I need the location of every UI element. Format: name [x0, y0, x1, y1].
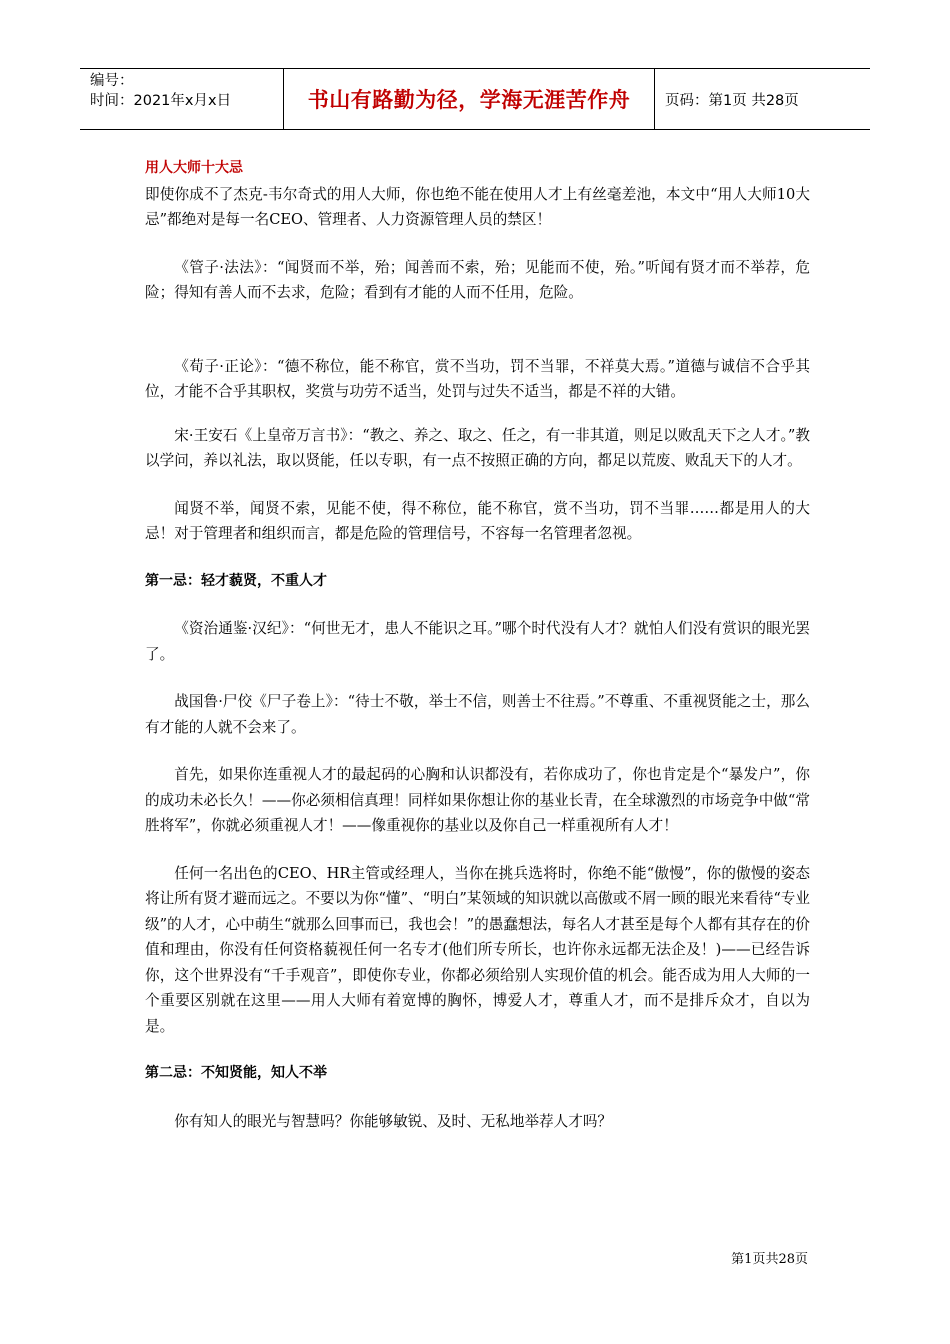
date-label: 时间：2021年x月x日	[90, 93, 232, 109]
section-1-paragraph-1: 《资治通鉴·汉纪》：“何世无才，患人不能识之耳。”哪个时代没有人才？就怕人们没有赏识的眼光罢了。	[145, 620, 810, 663]
paragraph-summary: 闻贤不举，闻贤不索，见能不使，得不称位，能不称官，赏不当功，罚不当罪……都是用人的大忌！对于管理者和组织而言，都是危险的管理信号，不容每一名管理者忽视。	[145, 499, 810, 542]
header-motto: 书山有路勤为径，学海无涯苦作舟	[283, 69, 655, 129]
section-2-paragraph-1: 你有知人的眼光与智慧吗？你能够敏锐、及时、无私地举荐人才吗？	[174, 1112, 613, 1130]
document-body	[145, 156, 810, 1134]
header-page-number: 页码：第1页 共28页	[665, 92, 799, 109]
paragraph-guanzi: 《管子·法法》：“闻贤而不举，殆；闻善而不索，殆；见能而不使，殆。”听闻有贤才而不举荐，危险；得知有善人而不去求，危险；看到有才能的人而不任用，危险。	[145, 258, 810, 301]
paragraph-xunzi: 《荀子·正论》：“德不称位，能不称官，赏不当功，罚不当罪，不祥莫大焉。”道德与诚信不合乎其位，才能不合乎其职权，奖赏与功劳不适当，处罚与过失不适当，都是不祥的大错。	[145, 357, 810, 400]
section-1-paragraph-4: 任何一名出色的CEO、HR主管或经理人，当你在挑兵选将时，你绝不能“傲慢”，你的傲慢的姿态将让所有贤才避而远之。不要以为你“懂”、“明白”某领域的知识就以高傲或不屑一顾的眼光来看待“专业级”的人才，心中萌生“就那么回事而已，我也会！”的愚蠢想法，每名人才甚至是每个人都有其存在的价值和理由，你没有任何资格藐视任何一名专才(他们所专所长，也许你永远都无法企及！)——已经告诉你，这个世界没有“千手观音”，即使你专业，你都必须给别人实现价值的机会。能否成为用人大师的一个重要区别就在这里——用人大师有着宽博的胸怀，博爱人才，尊重人才，而不是排斥众才，自以为是。	[145, 864, 810, 1035]
document-header	[80, 68, 870, 130]
section-1-title: 第一忌：轻才藐贤，不重人才	[145, 572, 327, 589]
section-2-title: 第二忌：不知贤能，知人不举	[145, 1065, 327, 1081]
paragraph-wanganshi: 宋·王安石《上皇帝万言书》：“教之、养之、取之、任之，有一非其道，则足以败乱天下之人才。”教以学问，养以礼法，取以贤能，任以专职，有一点不按照正确的方向，都足以荒废、败乱天下的人才。	[145, 426, 810, 469]
section-1-paragraph-3: 首先，如果你连重视人才的最起码的心胸和认识都没有，若你成功了，你也肯定是个“暴发户”，你的成功未必长久！——你必须相信真理！同样如果你想让你的基业长青，在全球激烈的市场竞争中做“常胜将军”，你就必须重视人才！——像重视你的基业以及你自己一样重视所有人才！	[145, 766, 810, 834]
serial-label: 编号：	[90, 73, 134, 89]
header-meta	[80, 69, 283, 129]
document-title: 用人大师十大忌	[145, 160, 243, 176]
intro-paragraph: 即使你成不了杰克-韦尔奇式的用人大师，你也绝不能在使用人才上有丝毫差池，本文中“用人大师10大忌”都绝对是每一名CEO、管理者、人力资源管理人员的禁区！	[145, 185, 810, 228]
section-1-paragraph-2: 战国鲁·尸佼《尸子卷上》：“待士不敬，举士不信，则善士不往焉。”不尊重、不重视贤能之士，那么有才能的人就不会来了。	[145, 693, 810, 736]
footer-page-number: 第1页共28页	[731, 1252, 808, 1267]
